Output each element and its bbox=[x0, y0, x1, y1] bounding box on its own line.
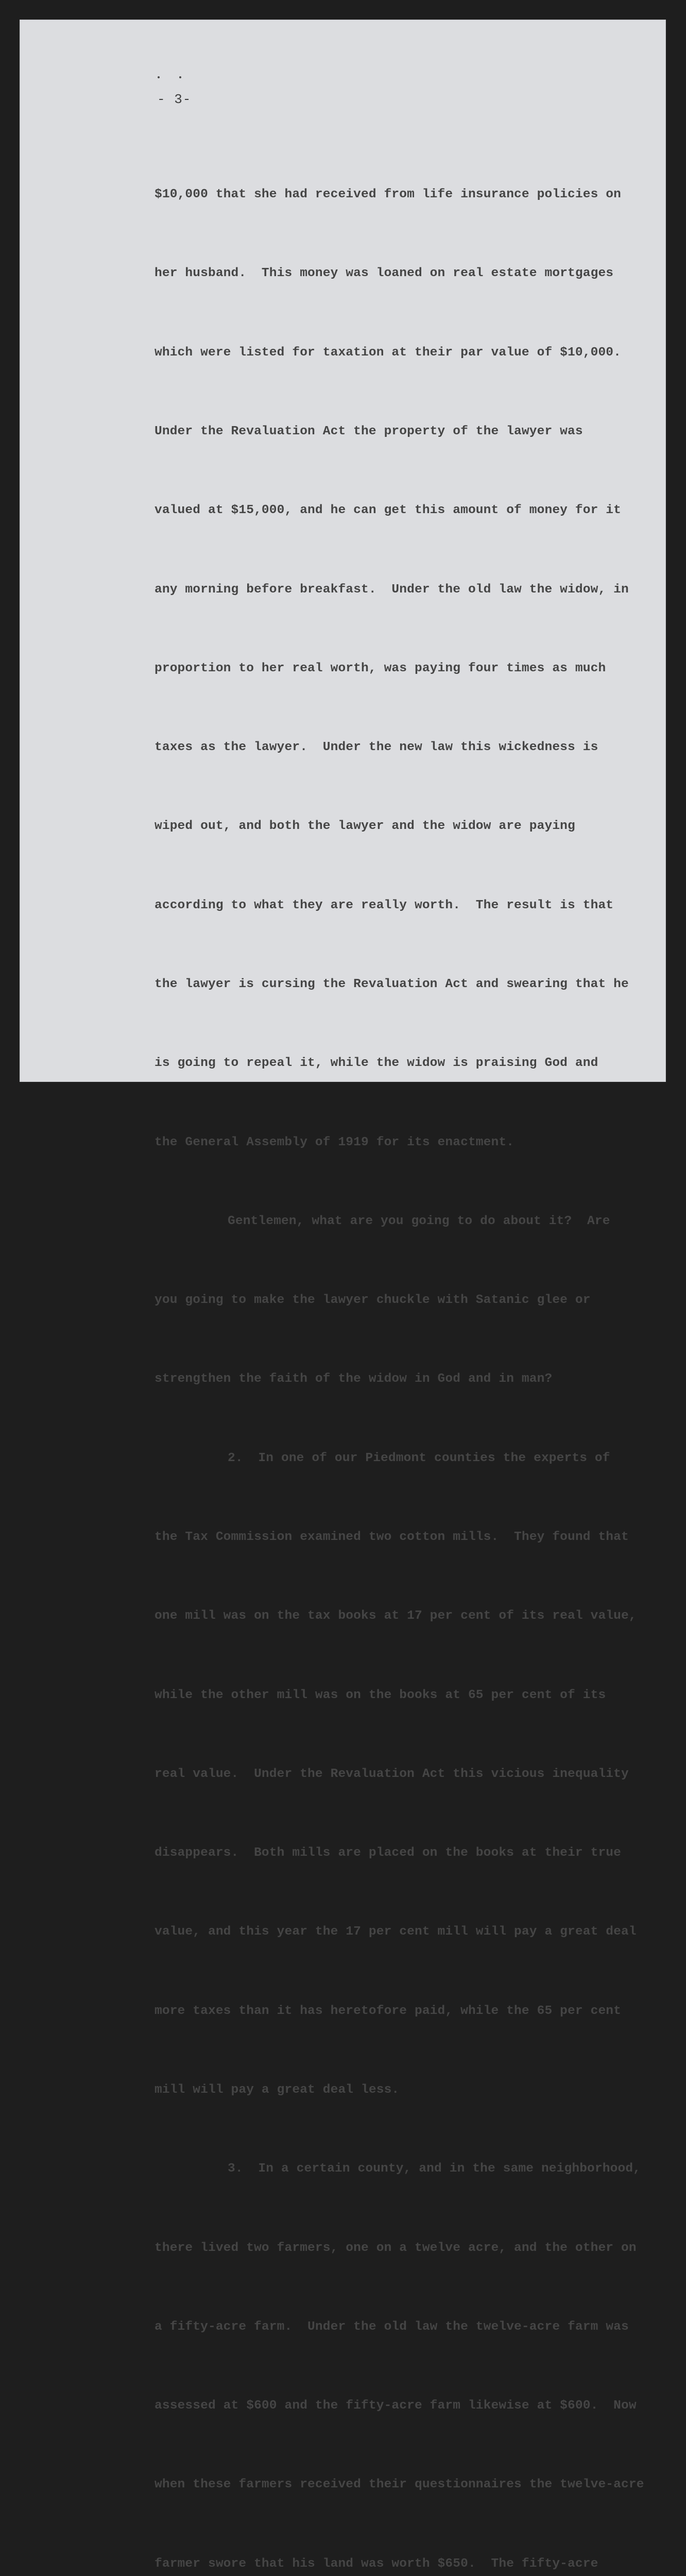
text-line: you going to make the lawyer chuckle with Satanic glee or bbox=[155, 1293, 591, 1308]
text-line: $10,000 that she had received from life insurance policies on bbox=[155, 188, 621, 202]
text-line: is going to repeal it, while the widow is praising God and bbox=[155, 1056, 598, 1071]
text-line: the Tax Commission examined two cotton mills. They found that bbox=[155, 1530, 629, 1544]
text-line: any morning before breakfast. Under the old law the widow, in bbox=[155, 582, 629, 597]
text-line: which were listed for taxation at their par value of $10,000. bbox=[155, 345, 621, 360]
text-line: the General Assembly of 1919 for its enactment. bbox=[155, 1135, 514, 1149]
text-line: valued at $15,000, and he can get this amount of money for it bbox=[155, 503, 621, 518]
text-line: the lawyer is cursing the Revaluation Act and swearing that he bbox=[155, 977, 629, 991]
text-line: farmer swore that his land was worth $650. The fifty-acre bbox=[155, 2556, 598, 2571]
text-line: wiped out, and both the lawyer and the widow are paying bbox=[155, 819, 575, 834]
page-number: - 3- bbox=[157, 92, 192, 107]
text-line: assessed at $600 and the fifty-acre farm likewise at $600. Now bbox=[155, 2399, 637, 2413]
text-line: while the other mill was on the books at 65 per cent of its bbox=[155, 1688, 606, 1702]
ink-dot-icon bbox=[179, 76, 181, 78]
text-line: when these farmers received their questionnaires the twelve-acre bbox=[155, 2478, 644, 2492]
text-line: according to what they are really worth. The result is that bbox=[155, 898, 614, 912]
text-line: there lived two farmers, one on a twelve acre, and the other on bbox=[155, 2241, 637, 2255]
typewriter-marks bbox=[158, 76, 188, 81]
text-line: disappears. Both mills are placed on the books at their true bbox=[155, 1846, 621, 1860]
text-line: taxes as the lawyer. Under the new law this wickedness is bbox=[155, 740, 598, 755]
paragraph-start-line: 3. In a certain county, and in the same neighborhood, bbox=[228, 2162, 641, 2176]
paragraph-start-line: Gentlemen, what are you going to do about it? Are bbox=[228, 1214, 610, 1228]
text-line: real value. Under the Revaluation Act this vicious inequality bbox=[155, 1767, 629, 1781]
paragraph-start-line: 2. In one of our Piedmont counties the experts of bbox=[228, 1451, 610, 1465]
text-line: more taxes than it has heretofore paid, while the 65 per cent bbox=[155, 2004, 621, 2018]
text-line: a fifty-acre farm. Under the old law the twelve-acre farm was bbox=[155, 2319, 629, 2334]
text-line: strengthen the faith of the widow in God and in man? bbox=[155, 1372, 553, 1386]
text-line: her husband. This money was loaned on real estate mortgages bbox=[155, 266, 614, 281]
text-line: value, and this year the 17 per cent mill will pay a great deal bbox=[155, 1925, 637, 1939]
text-line: proportion to her real worth, was paying four times as much bbox=[155, 661, 606, 675]
document-page bbox=[20, 20, 666, 2571]
text-line: mill will pay a great deal less. bbox=[155, 2082, 400, 2097]
text-line: Under the Revaluation Act the property of the lawyer was bbox=[155, 425, 583, 439]
typed-letter-body bbox=[155, 129, 670, 2576]
text-line: one mill was on the tax books at 17 per cent of its real value, bbox=[155, 1609, 637, 1623]
ink-dot-icon bbox=[158, 76, 160, 78]
